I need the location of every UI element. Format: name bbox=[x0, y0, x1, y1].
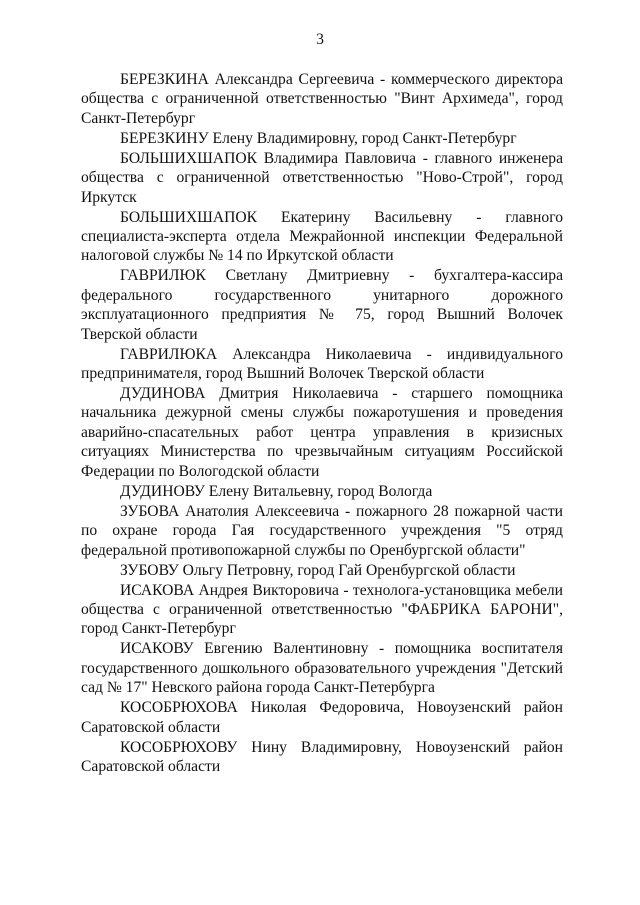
list-item: ЗУБОВА Анатолия Алексеевича - пожарного 28 пожарной части по охране города Гая государственного учреждения "5 отряд федеральной противопожарной службы по Оренбургской области" bbox=[81, 502, 563, 559]
list-item: ГАВРИЛЮК Светлану Дмитриевну - бухгалтера-кассира федерального государственного унитарного дорожного эксплуатационного предприятия № 75, город Вышний Волочек Тверской области bbox=[81, 267, 563, 343]
list-item: БОЛЬШИХШАПОК Владимира Павловича - главного инженера общества с ограниченной ответственностью "Ново-Строй", город Иркутск bbox=[81, 149, 563, 206]
list-item: КОСОБРЮХОВУ Нину Владимировну, Новоузенский район Саратовской области bbox=[81, 738, 563, 775]
list-item: БЕРЕЗКИНУ Елену Владимировну, город Санкт-Петербург bbox=[120, 129, 517, 147]
list-item: КОСОБРЮХОВА Николая Федоровича, Новоузенский район Саратовской области bbox=[81, 699, 563, 736]
list-item: ДУДИНОВА Дмитрия Николаевича - старшего помощника начальника дежурной смены службы пожаротушения и проведения аварийно-спасательных работ центра управления в кризисных ситуациях Министерства по чрезвычайным ситуациям Российской Федерации по Вологодской области bbox=[81, 385, 563, 480]
list-item: ИСАКОВА Андрея Викторовича - технолога-установщика мебели общества с ограниченной ответственностью "ФАБРИКА БАРОНИ", город Санкт-Петербург bbox=[81, 581, 563, 638]
list-item: ГАВРИЛЮКА Александра Николаевича - индивидуального предпринимателя, город Вышний Волочек Тверской области bbox=[81, 345, 563, 383]
award-list bbox=[81, 70, 563, 777]
list-item: ИСАКОВУ Евгению Валентиновну - помощника воспитателя государственного дошкольного образовательного учреждения "Детский сад № 17" Невского района города Санкт-Петербурга bbox=[81, 640, 563, 697]
page-number: 3 bbox=[316, 31, 324, 48]
list-item: ЗУБОВУ Ольгу Петровну, город Гай Оренбургской области bbox=[120, 561, 516, 579]
list-item: БОЛЬШИХШАПОК Екатерину Васильевну - главного специалиста-эксперта отдела Межрайонной инспекции Федеральной налоговой службы № 14 по Иркутской области bbox=[81, 208, 563, 265]
list-item: БЕРЕЗКИНА Александра Сергеевича - коммерческого директора общества с ограниченной ответственностью "Винт Архимеда", город Санкт-Петербург bbox=[81, 71, 563, 127]
list-item: ДУДИНОВУ Елену Витальевну, город Вологда bbox=[120, 482, 433, 500]
